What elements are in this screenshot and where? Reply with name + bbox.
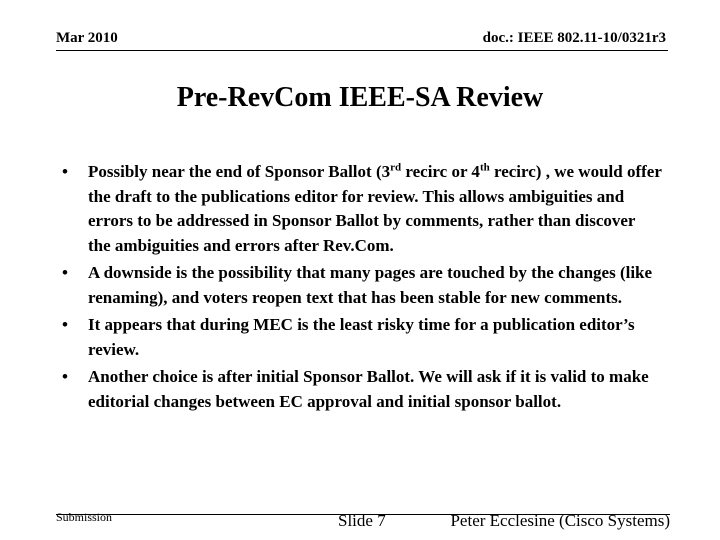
footer-slide-number: Slide 7 bbox=[338, 511, 386, 530]
bullet-item-1 bbox=[62, 160, 662, 258]
slide-title: Pre-RevCom IEEE-SA Review bbox=[176, 82, 544, 113]
header-rule bbox=[56, 50, 668, 51]
bullet-2-text: A downside is the possibility that many pages are touched by the changes (like renaming), and voters reopen text that has been stable for new comments. bbox=[88, 263, 653, 307]
bullet-item-3 bbox=[62, 313, 662, 362]
header-document-id: doc.: IEEE 802.11-10/0321r3 bbox=[482, 30, 666, 46]
bullet-1-sup-th: th bbox=[479, 161, 490, 174]
bullet-dot: • bbox=[62, 367, 68, 386]
header-date: Mar 2010 bbox=[56, 30, 118, 46]
bullet-1-text-c: recirc) , we would offer the draft to the publications editor for review. This allows ambiguities and errors to be addressed in Sponsor Ballot by comments, rather than discover the ambiguities and errors after Rev.Com. bbox=[88, 162, 662, 255]
footer-author: Peter Ecclesine (Cisco Systems) bbox=[450, 511, 670, 530]
bullet-dot: • bbox=[62, 162, 68, 181]
bullet-1-text-b: recirc or 4 bbox=[401, 162, 480, 181]
bullet-dot: • bbox=[62, 263, 68, 282]
bullet-item-4 bbox=[62, 365, 662, 414]
bullet-4-text: Another choice is after initial Sponsor Ballot. We will ask if it is valid to make editorial changes between EC approval and initial sponsor ballot. bbox=[88, 367, 649, 411]
bullet-1-sup-rd: rd bbox=[390, 161, 402, 174]
bullet-item-2 bbox=[62, 261, 662, 310]
footer-submission: Submission bbox=[56, 510, 113, 524]
bullet-list bbox=[62, 160, 662, 417]
bullet-1-text-a: Possibly near the end of Sponsor Ballot (3 bbox=[88, 162, 391, 181]
bullet-3-text: It appears that during MEC is the least risky time for a publication editor’s review. bbox=[88, 315, 635, 359]
bullet-dot: • bbox=[62, 315, 68, 334]
